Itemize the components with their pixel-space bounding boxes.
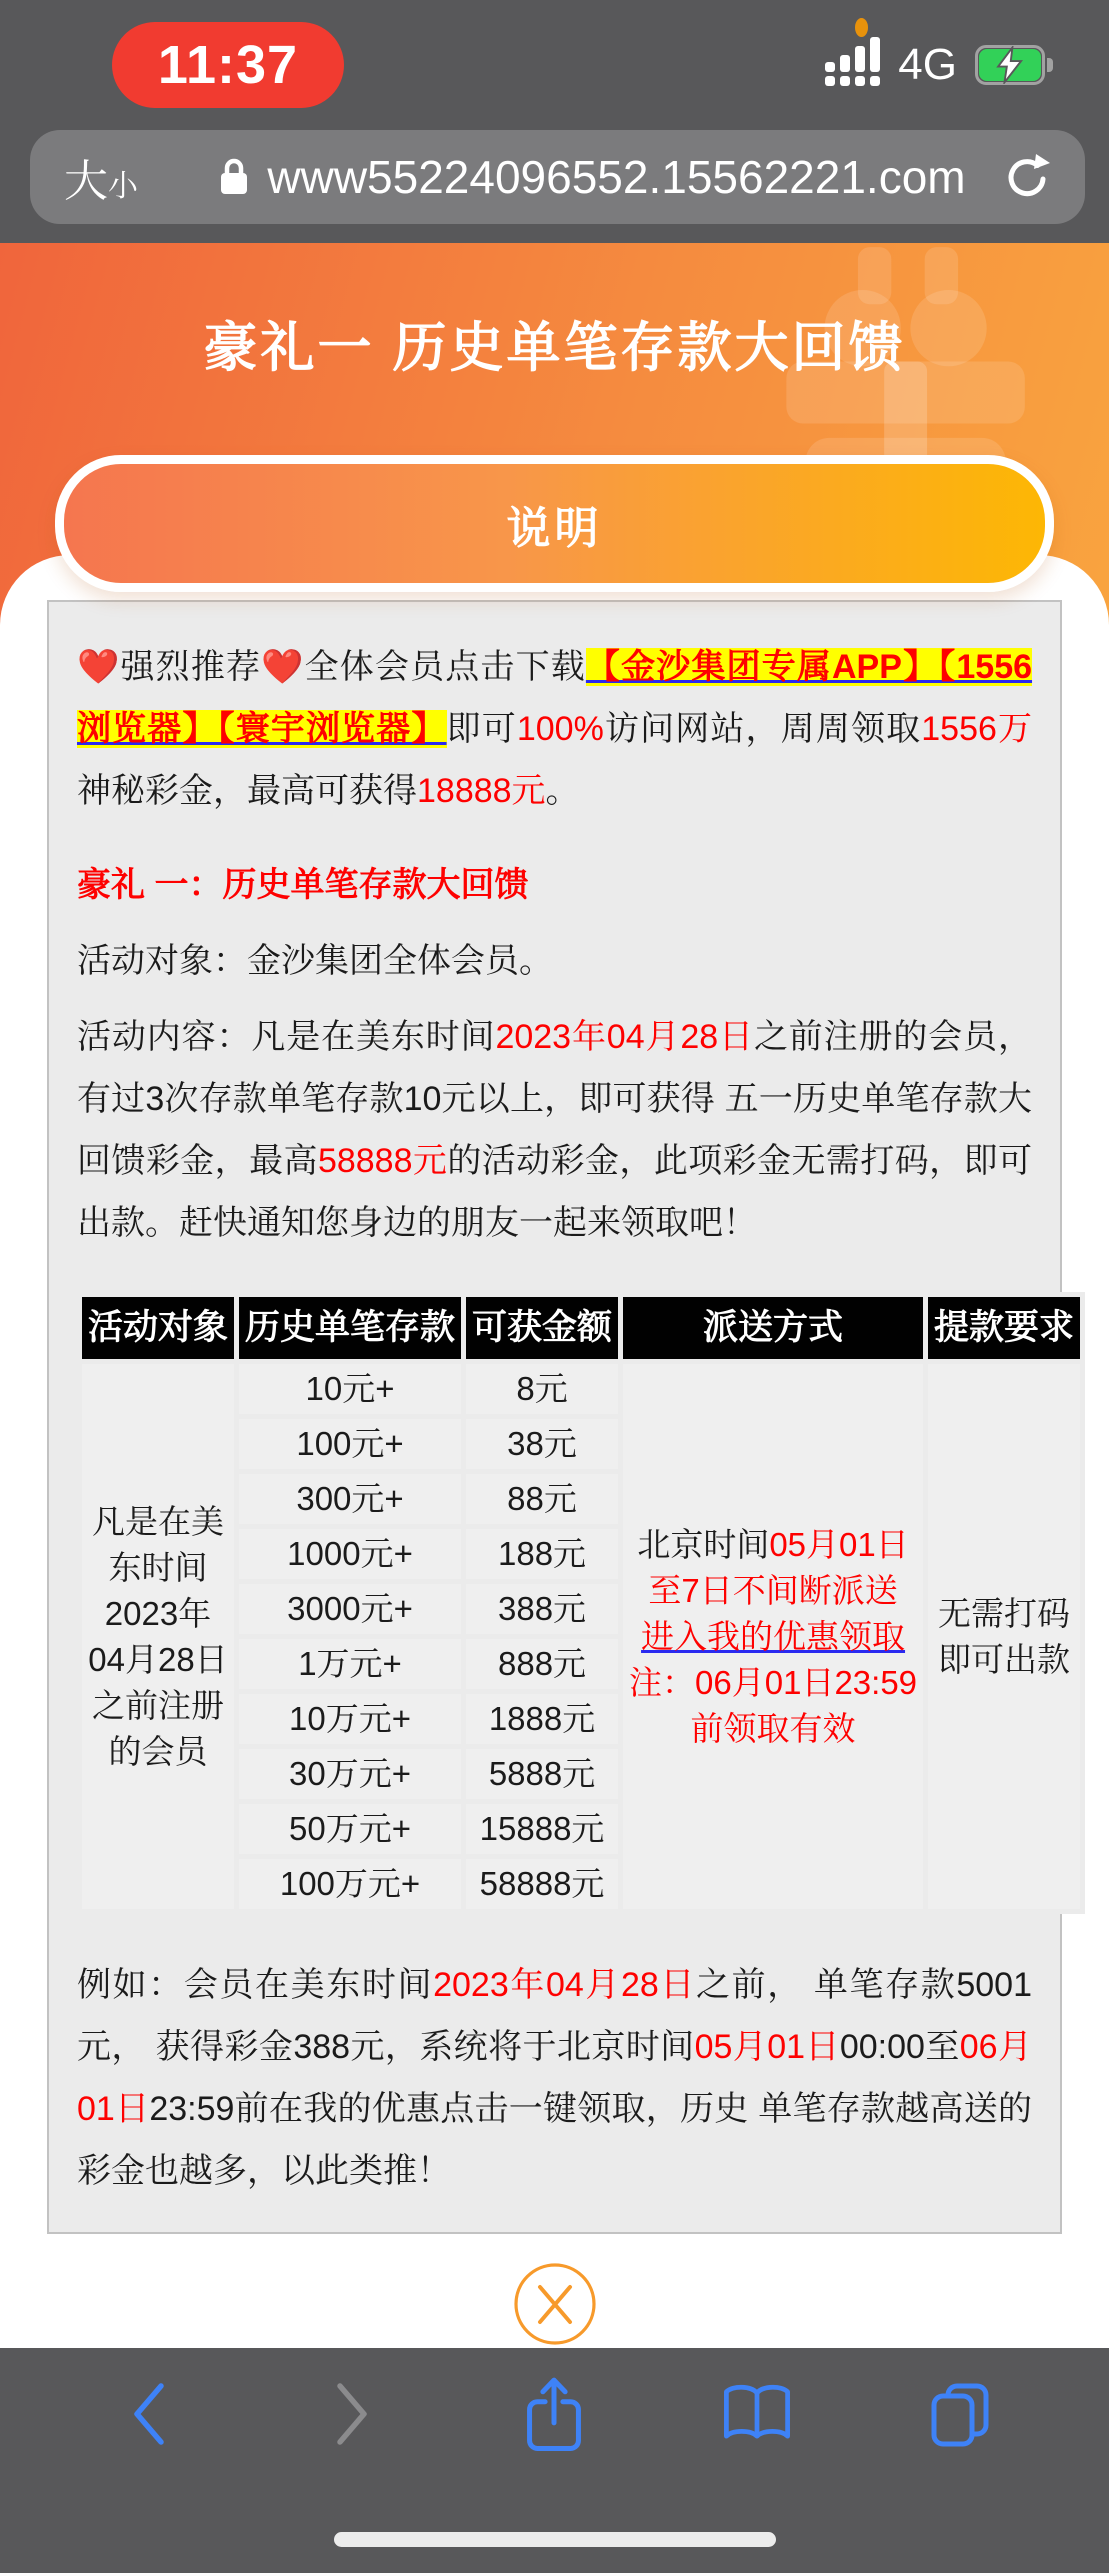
table-row	[82, 1364, 1080, 1414]
recording-indicator-dot	[855, 18, 868, 37]
deposit-cell: 10元+	[239, 1364, 461, 1414]
bonus-cell: 188元	[466, 1529, 618, 1579]
lock-icon	[215, 154, 253, 200]
tabs-button[interactable]	[922, 2376, 998, 2452]
text-segment: 58888元	[317, 1142, 448, 1180]
back-button[interactable]	[111, 2376, 187, 2452]
deposit-cell: 50万元+	[239, 1804, 461, 1854]
text-segment: 强烈推荐	[120, 648, 262, 686]
close-row	[0, 2260, 1109, 2348]
table-header-cell: 历史单笔存款	[239, 1297, 461, 1359]
text-size-button[interactable]: 大 小	[64, 157, 138, 206]
text-segment: 18888元	[417, 772, 546, 810]
text-segment: 23:59前在我的优惠点击一键领取，历史 单笔存款越高送的彩金也越多，以此类推！	[77, 2090, 1033, 2190]
deposit-cell: 1万元+	[239, 1639, 461, 1689]
deposit-cell: 1000元+	[239, 1529, 461, 1579]
forward-button[interactable]	[314, 2376, 390, 2452]
text-segment: 2023年04月28日	[433, 1966, 697, 2004]
bonus-cell: 5888元	[466, 1749, 618, 1799]
bonus-cell: 38元	[466, 1419, 618, 1469]
status-bar	[0, 0, 1109, 130]
text-segment: 1556万	[921, 710, 1033, 748]
deposit-cell: 300元+	[239, 1474, 461, 1524]
table-header-cell: 活动对象	[82, 1297, 234, 1359]
audience-cell: 凡是在美东时间2023年04月28日之前注册的会员	[82, 1364, 234, 1909]
back-chevron-icon	[125, 2378, 173, 2450]
browser-toolbar	[0, 2348, 1109, 2573]
text-segment: 。	[545, 772, 580, 810]
text-segment: 即可	[446, 710, 517, 748]
text-segment: ❤️	[77, 648, 121, 686]
bonus-cell: 888元	[466, 1639, 618, 1689]
address-bar[interactable]	[30, 130, 1085, 224]
delivery-method-cell	[623, 1364, 923, 1909]
text-segment: ❤️	[261, 648, 305, 686]
table-header-cell: 派送方式	[623, 1297, 923, 1359]
example-paragraph	[77, 1954, 1032, 2202]
time-recording-pill[interactable]	[112, 22, 344, 108]
page-title: 豪礼一 历史单笔存款大回馈	[203, 318, 906, 378]
bonus-cell: 388元	[466, 1584, 618, 1634]
close-button[interactable]	[511, 2260, 599, 2348]
bonus-cell: 15888元	[466, 1804, 618, 1854]
bonus-cell: 88元	[466, 1474, 618, 1524]
text-segment: 100%	[516, 710, 604, 748]
table-header-cell: 可获金额	[466, 1297, 618, 1359]
text-segment: 例如：会员在美东时间	[77, 1966, 434, 2004]
reload-icon[interactable]	[1003, 151, 1051, 203]
deposit-cell: 10万元+	[239, 1694, 461, 1744]
deposit-cell: 100万元+	[239, 1859, 461, 1909]
text-segment: 00:00至	[839, 2028, 960, 2066]
text-segment: 神秘彩金，最高可获得	[77, 772, 417, 810]
table-header-row	[82, 1297, 1080, 1359]
promo-detail-card	[47, 600, 1075, 2234]
text-segment: 之前， 单笔存款5001元， 获得彩金388元，系统将于北京时间	[77, 1966, 1032, 2066]
table-header-cell: 提款要求	[928, 1297, 1080, 1359]
close-x-icon	[540, 2287, 570, 2322]
text-segment: 05月01日	[694, 2028, 840, 2066]
section-title: 豪礼 一：历史单笔存款大回馈	[77, 866, 529, 904]
clock-time: 11:37	[157, 35, 299, 95]
content-paragraph	[77, 1006, 1032, 1254]
deposit-cell: 3000元+	[239, 1584, 461, 1634]
bonus-cell: 8元	[466, 1364, 618, 1414]
bonus-cell: 1888元	[466, 1694, 618, 1744]
explain-button[interactable]: 说明	[55, 455, 1054, 592]
url-text: www55224096552.15562221.com	[267, 151, 966, 203]
intro-paragraph	[77, 636, 1032, 822]
text-segment: 05月01日	[769, 1525, 909, 1563]
browser-chrome-top	[0, 130, 1109, 243]
bonus-cell: 58888元	[466, 1859, 618, 1909]
content-panel	[0, 503, 1109, 2348]
audience-paragraph: 活动对象：金沙集团全体会员。	[77, 942, 553, 980]
deposit-cell: 100元+	[239, 1419, 461, 1469]
text-segment: 的活动彩金，此项彩金无需打码，即可出款。赶快通知您身边的朋友一起来领取吧！	[77, 1142, 1033, 1242]
home-indicator[interactable]	[334, 2532, 776, 2547]
open-book-icon	[719, 2381, 795, 2447]
text-segment: 2023年04月28日	[495, 1018, 754, 1056]
network-type-label: 4G	[898, 40, 957, 89]
cellular-signal-icon	[825, 44, 880, 86]
text-segment: 至7日不间断派送	[648, 1571, 898, 1609]
text-segment: 前领取有效	[690, 1709, 856, 1747]
promo-link[interactable]: 【金沙集团专属APP】【1556浏览器】【寰宇浏览器】	[77, 648, 1033, 748]
share-button[interactable]	[516, 2376, 592, 2452]
text-segment: 访问网站，周周领取	[603, 710, 922, 748]
text-segment: 注：06月01日23:59	[629, 1663, 918, 1701]
text-segment: 之前注册的会员，有过3次存款单笔存款10元以上，即可获得 五一历史单笔存款大回馈彩金，最高	[77, 1018, 1033, 1180]
text-segment: 06月01日	[77, 2028, 1032, 2128]
bonus-table	[77, 1292, 1085, 1914]
deposit-cell: 30万元+	[239, 1749, 461, 1799]
withdraw-requirement-cell: 无需打码即可出款	[928, 1364, 1080, 1909]
text-segment: 北京时间	[637, 1525, 770, 1563]
text-segment: 活动内容：凡是在美东时间	[77, 1018, 496, 1056]
tabs-icon	[924, 2378, 996, 2450]
forward-chevron-icon	[328, 2378, 376, 2450]
battery-charging-icon	[975, 45, 1053, 85]
share-icon	[522, 2374, 586, 2454]
text-segment: 全体会员点击下载	[304, 648, 586, 686]
promo-link[interactable]: 进入我的优惠领取	[641, 1617, 906, 1655]
bookmarks-button[interactable]	[719, 2376, 795, 2452]
charging-bolt-icon	[991, 46, 1029, 84]
